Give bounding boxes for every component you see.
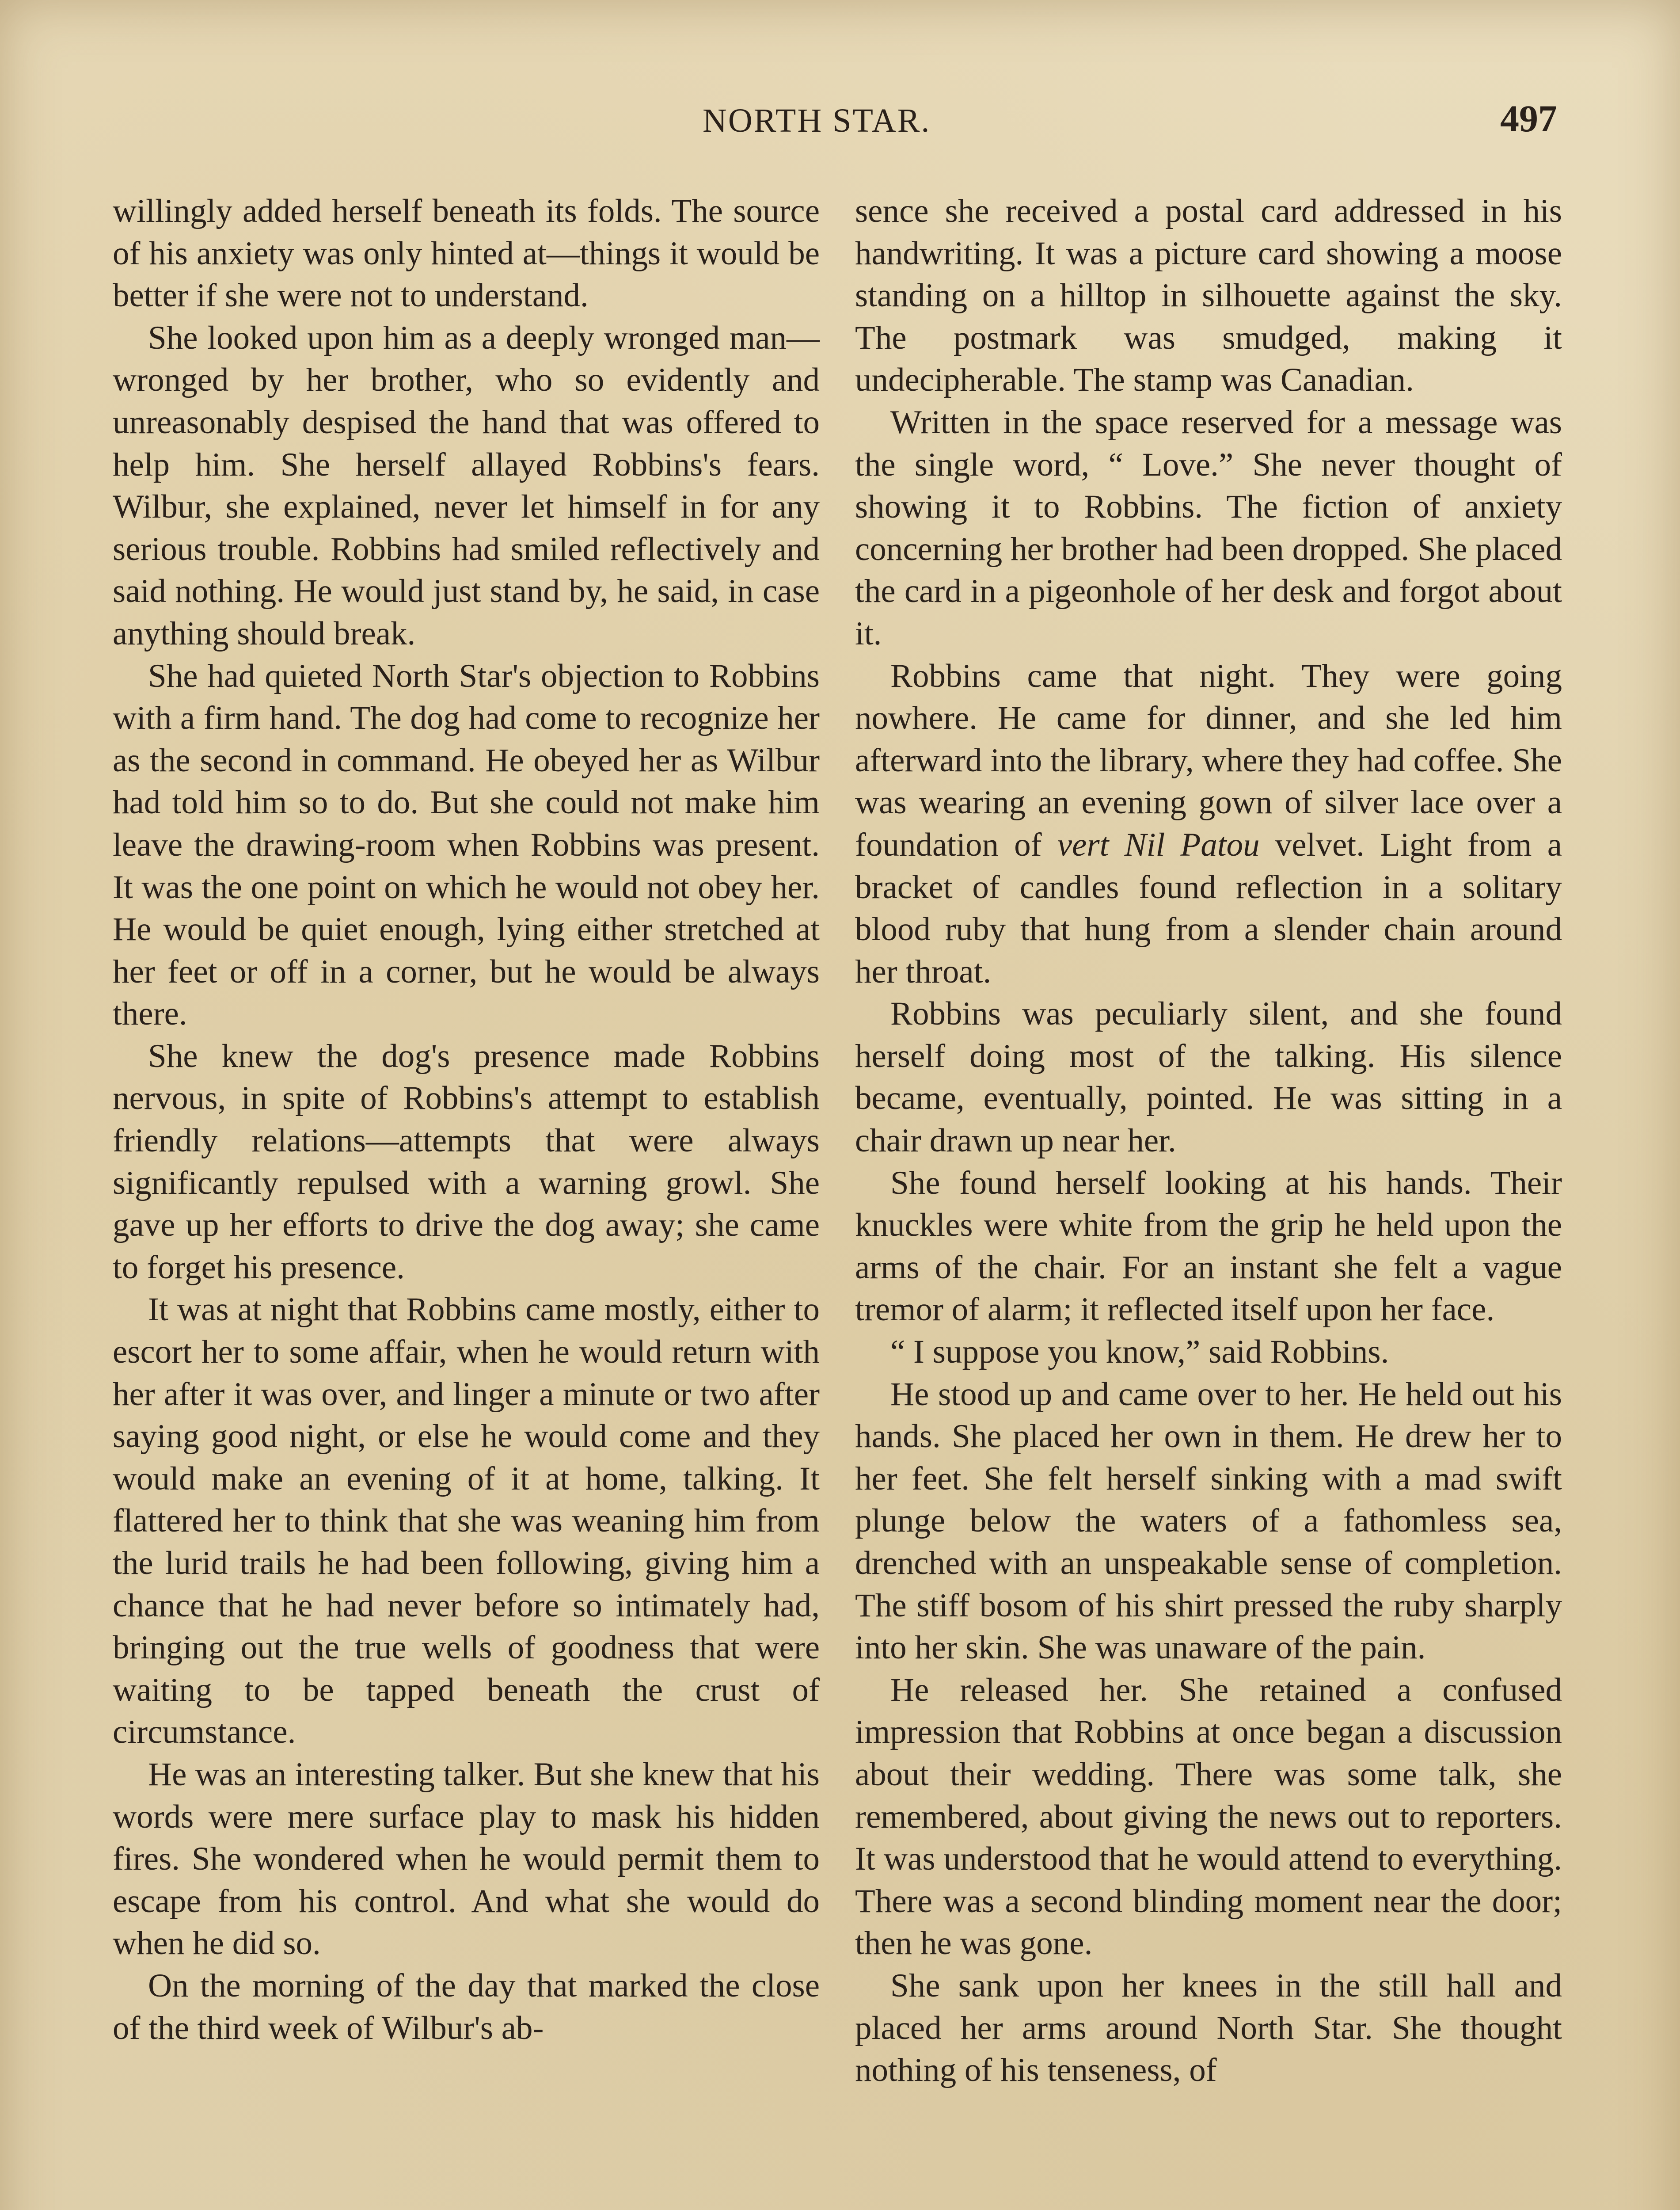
page-number: 497 bbox=[1500, 97, 1557, 140]
paragraph-text: Robbins came that night. They were going nowhere. He came for dinner, and she led him afterward into the library, where they had coffee. She was wearing an evening gown of silver lace over a foundation of bbox=[855, 657, 1562, 863]
paragraph: willingly added herself beneath its folds. The source of his anxiety was only hinted at—things it would be better if she were not to understand. bbox=[113, 193, 820, 314]
italic-phrase: vert Nil Patou bbox=[1057, 826, 1260, 863]
paragraph: He stood up and came over to her. He held out his hands. She placed her own in them. He drew her to her feet. She felt herself sinking with a mad swift plunge below the waters of a fathomless sea, drenched with an unspeakable sense of completion. The stiff bosom of his shirt pressed the ruby sharply into her skin. She was unaware of the pain. bbox=[855, 1376, 1562, 1666]
paragraph: She had quieted North Star's objection to Robbins with a firm hand. The dog had come to recognize her as the second in command. He obeyed her as Wilbur had told him so to do. But she could not make him leave the drawing-room when Robbins was present. It was the one point on which he would not obey her. He would be quiet enough, lying either stretched at her feet or off in a corner, but he would be always there. bbox=[113, 657, 820, 1033]
paragraph: “ I suppose you know,” said Robbins. bbox=[890, 1334, 1389, 1371]
left-column bbox=[113, 190, 820, 2049]
paragraph: sence she received a postal card addressed in his handwriting. It was a picture card showing a moose standing on a hilltop in silhouette against the sky. The postmark was smudged, making it undecipherable. The stamp was Canadian. bbox=[855, 193, 1562, 399]
running-head: NORTH STAR. bbox=[703, 102, 931, 139]
paragraph: She knew the dog's presence made Robbins nervous, in spite of Robbins's attempt to establish friendly relations—attempts that were always significantly repulsed with a warning growl. She gave up her efforts to drive the dog away; she came to forget his presence. bbox=[113, 1037, 820, 1286]
paragraph: She looked upon him as a deeply wronged man—wronged by her brother, who so evidently and unreasonably despised the hand that was offered to help him. She herself allayed Robbins's fears. Wilbur, she explained, never let himself in for any serious trouble. Robbins had smiled reflectively and said nothing. He would just stand by, he said, in case anything should break. bbox=[113, 319, 820, 652]
right-column bbox=[855, 190, 1562, 2092]
paragraph: Written in the space reserved for a message was the single word, “ Love.” She never thought of showing it to Robbins. The fiction of anxiety concerning her brother had been dropped. She placed the card in a pigeonhole of her desk and forgot about it. bbox=[855, 404, 1562, 652]
paragraph: He was an interesting talker. But she knew that his words were mere surface play to mask his hidden fires. She wondered when he would permit them to escape from his control. And what she would do when he did so. bbox=[113, 1756, 820, 1962]
paragraph: Robbins was peculiarly silent, and she found herself doing most of the talking. His silence became, eventually, pointed. He was sitting in a chair drawn up near her. bbox=[855, 995, 1562, 1159]
paragraph: On the morning of the day that marked the close of the third week of Wilbur's ab- bbox=[113, 1967, 820, 2046]
paragraph: She sank upon her knees in the still hall and placed her arms around North Star. She thought nothing of his tenseness, of bbox=[855, 1967, 1562, 2089]
paragraph: He released her. She retained a confused impression that Robbins at once began a discussion about their wedding. There was some talk, she remembered, about giving the news out to reporters. It was understood that he would attend to everything. There was a second blinding moment near the door; then he was gone. bbox=[855, 1671, 1562, 1962]
paragraph-text: velvet. Light from a bracket of candles found reflection in a solitary blood ruby that hung from a slender chain around her throat. bbox=[855, 826, 1562, 990]
paragraph: She found herself looking at his hands. Their knuckles were white from the grip he held upon the arms of the chair. For an instant she felt a vague tremor of alarm; it reflected itself upon her face. bbox=[855, 1164, 1562, 1328]
paragraph: It was at night that Robbins came mostly, either to escort her to some affair, when he would return with her after it was over, and linger a minute or two after saying good night, or else he would come and they would make an evening of it at home, talking. It flattered her to think that she was weaning him from the lurid trails he had been following, giving him a chance that he had never before so intimately had, bringing out the true wells of goodness that were waiting to be tapped beneath the crust of circumstance. bbox=[113, 1291, 820, 1751]
paragraph bbox=[855, 655, 1562, 993]
